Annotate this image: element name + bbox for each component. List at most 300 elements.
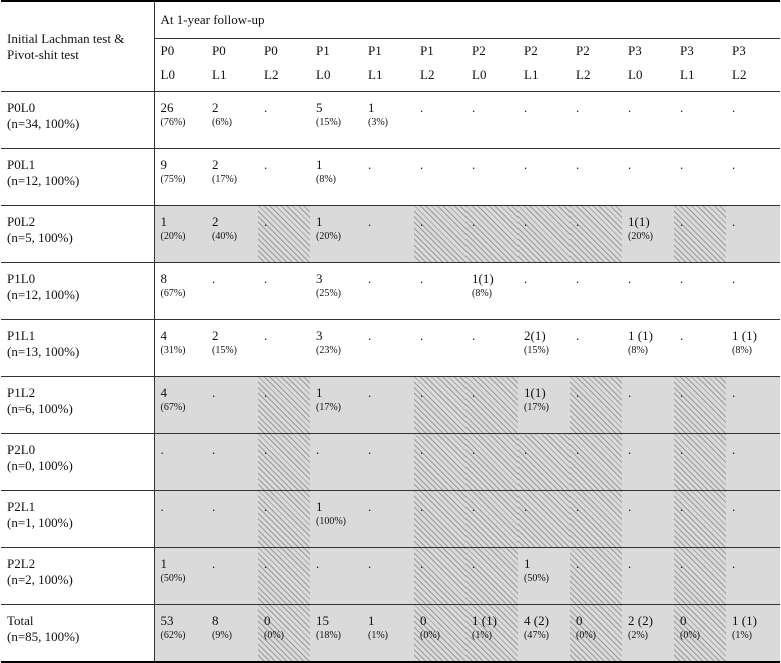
cell-count: 1 (1)	[472, 613, 497, 628]
table-cell	[518, 491, 570, 548]
cell-count: .	[160, 442, 164, 457]
cell-count: .	[264, 214, 268, 229]
cell-count: 2	[212, 157, 219, 172]
table-cell	[154, 491, 206, 548]
table-cell	[362, 491, 414, 548]
cell-count: .	[472, 499, 476, 514]
table-cell	[726, 377, 780, 434]
cell-count: .	[680, 100, 684, 115]
table-cell	[622, 434, 674, 491]
table-cell	[310, 320, 362, 377]
row-label	[1, 206, 154, 263]
row-label-n: (n=34, 100%)	[7, 116, 80, 131]
column-header-p: P1	[316, 43, 330, 58]
table-cell	[258, 434, 310, 491]
table-cell	[570, 434, 622, 491]
cell-percent: (76%)	[160, 117, 186, 128]
column-header-l: L1	[680, 67, 695, 82]
cell-count: 2	[212, 214, 219, 229]
cell-count: 1	[316, 499, 323, 514]
cell-count: .	[420, 385, 424, 400]
cell-count: 53	[160, 613, 174, 628]
table-cell	[674, 491, 726, 548]
cell-percent: (50%)	[524, 573, 549, 584]
cell-percent: (1%)	[732, 630, 752, 641]
cell-count: .	[524, 100, 528, 115]
table-cell	[310, 92, 362, 149]
column-header	[362, 39, 414, 92]
table-cell	[414, 548, 466, 605]
cell-percent: (1%)	[368, 630, 388, 641]
row-label	[1, 263, 154, 320]
column-header-l: L2	[576, 67, 591, 82]
table-cell	[310, 491, 362, 548]
table-cell	[414, 206, 466, 263]
cell-count: .	[628, 385, 632, 400]
table-cell	[414, 377, 466, 434]
table-row	[1, 92, 780, 149]
cell-count: .	[732, 499, 736, 514]
cell-count: .	[628, 499, 632, 514]
table-cell	[466, 434, 518, 491]
cell-count: .	[680, 385, 684, 400]
cell-percent: (17%)	[524, 402, 549, 413]
cell-count: .	[628, 271, 632, 286]
table-cell	[622, 149, 674, 206]
cell-count: .	[316, 556, 320, 571]
table-cell	[154, 605, 206, 663]
column-header	[570, 39, 622, 92]
column-header-p: P1	[420, 43, 434, 58]
cell-percent: (23%)	[316, 345, 341, 356]
cell-count: .	[368, 214, 372, 229]
table-cell	[310, 263, 362, 320]
table-cell	[154, 149, 206, 206]
row-label-n: (n=12, 100%)	[7, 287, 80, 302]
table-row	[1, 263, 780, 320]
cell-count: .	[264, 328, 268, 343]
cell-count: .	[160, 499, 164, 514]
row-label-name: P1L2	[7, 385, 36, 400]
column-header	[206, 39, 258, 92]
column-header-p: P3	[628, 43, 642, 58]
cell-count: .	[576, 499, 580, 514]
cell-count: .	[680, 157, 684, 172]
cell-percent: (8%)	[732, 345, 752, 356]
cell-percent: (0%)	[420, 630, 440, 641]
cell-count: .	[628, 100, 632, 115]
table-cell	[622, 548, 674, 605]
table-cell	[570, 377, 622, 434]
row-label-n: (n=2, 100%)	[7, 572, 73, 587]
cell-count: .	[420, 100, 424, 115]
table-cell	[154, 434, 206, 491]
cell-percent: (20%)	[316, 231, 341, 242]
cell-count: 2	[212, 100, 219, 115]
table-cell	[414, 434, 466, 491]
table-cell	[518, 149, 570, 206]
cell-count: 1(1)	[524, 385, 546, 400]
row-label-n: (n=12, 100%)	[7, 173, 80, 188]
row-label-n: (n=6, 100%)	[7, 401, 73, 416]
cell-percent: (31%)	[160, 345, 186, 356]
cell-count: 1	[316, 385, 323, 400]
cell-count: 1	[316, 157, 323, 172]
cell-count: .	[628, 157, 632, 172]
row-label	[1, 92, 154, 149]
cell-percent: (40%)	[212, 231, 237, 242]
cell-count: .	[368, 556, 372, 571]
table-cell	[466, 92, 518, 149]
cell-count: 1	[160, 556, 167, 571]
table-cell	[518, 263, 570, 320]
column-header	[726, 39, 780, 92]
cell-count: 1 (1)	[732, 613, 757, 628]
table-cell	[362, 320, 414, 377]
cell-count: .	[576, 385, 580, 400]
cell-count: 5	[316, 100, 323, 115]
column-header-p: P3	[680, 43, 694, 58]
column-header	[310, 39, 362, 92]
table-cell	[726, 206, 780, 263]
cell-count: 4	[160, 328, 167, 343]
column-header-l: L0	[316, 67, 331, 82]
cell-count: .	[524, 442, 528, 457]
table-cell	[726, 491, 780, 548]
table-cell	[258, 491, 310, 548]
cell-count: 0	[420, 613, 427, 628]
cell-count: 2	[212, 328, 219, 343]
cell-count: .	[420, 214, 424, 229]
row-label	[1, 377, 154, 434]
column-header-p: P1	[368, 43, 382, 58]
table-cell	[310, 377, 362, 434]
cell-percent: (15%)	[212, 345, 237, 356]
table-cell	[310, 605, 362, 663]
cell-count: .	[628, 442, 632, 457]
cell-count: .	[472, 442, 476, 457]
table-cell	[518, 92, 570, 149]
cell-count: 1	[368, 100, 375, 115]
cell-count: .	[680, 271, 684, 286]
cell-count: .	[524, 214, 528, 229]
column-header	[154, 39, 206, 92]
table-cell	[362, 92, 414, 149]
cell-count: .	[576, 442, 580, 457]
column-header-p: P3	[732, 43, 746, 58]
table-cell	[258, 263, 310, 320]
cell-count: .	[732, 556, 736, 571]
cell-count: .	[680, 442, 684, 457]
cell-percent: (8%)	[628, 345, 648, 356]
row-label-n: (n=1, 100%)	[7, 515, 73, 530]
cell-count: 9	[160, 157, 167, 172]
cell-count: .	[420, 271, 424, 286]
cell-count: .	[212, 499, 216, 514]
cell-count: 1 (1)	[732, 328, 757, 343]
cell-count: .	[472, 157, 476, 172]
table-cell	[726, 263, 780, 320]
table-cell	[154, 206, 206, 263]
table-cell	[362, 377, 414, 434]
table-cell	[466, 149, 518, 206]
row-label	[1, 149, 154, 206]
cell-count: .	[264, 157, 268, 172]
cell-count: .	[264, 499, 268, 514]
table-cell	[414, 263, 466, 320]
table-cell	[414, 605, 466, 663]
cell-count: .	[212, 385, 216, 400]
table-cell	[310, 434, 362, 491]
table-cell	[310, 149, 362, 206]
column-header	[414, 39, 466, 92]
table-body	[1, 92, 780, 663]
column-header-p: P2	[576, 43, 590, 58]
cell-percent: (20%)	[160, 231, 186, 242]
table-cell	[258, 320, 310, 377]
cell-count: 2(1)	[524, 328, 546, 343]
table-cell	[674, 320, 726, 377]
cell-count: .	[628, 556, 632, 571]
cell-percent: (17%)	[316, 402, 341, 413]
table-cell	[674, 206, 726, 263]
column-header-l: L2	[732, 67, 747, 82]
cell-count: 8	[212, 613, 219, 628]
row-label-n: (n=0, 100%)	[7, 458, 73, 473]
cell-count: 1(1)	[628, 214, 650, 229]
cell-count: .	[420, 556, 424, 571]
table-cell	[570, 605, 622, 663]
cell-count: .	[576, 157, 580, 172]
table-cell	[622, 320, 674, 377]
table-cell	[726, 320, 780, 377]
cell-count: 1	[160, 214, 167, 229]
cell-percent: (15%)	[316, 117, 341, 128]
table-cell	[258, 92, 310, 149]
row-label-name: P1L0	[7, 271, 36, 286]
cell-count: .	[212, 442, 216, 457]
row-label-n: (n=85, 100%)	[7, 629, 80, 644]
row-label-name: P0L2	[7, 214, 36, 229]
table-cell	[414, 491, 466, 548]
cell-count: .	[732, 100, 736, 115]
table-cell	[362, 206, 414, 263]
table-cell	[258, 605, 310, 663]
cell-percent: (8%)	[316, 174, 336, 185]
cell-count: .	[420, 157, 424, 172]
table-cell	[258, 149, 310, 206]
table-cell	[570, 206, 622, 263]
column-header-p: P0	[160, 43, 175, 58]
table-cell	[414, 149, 466, 206]
table-cell	[154, 377, 206, 434]
table-cell	[466, 263, 518, 320]
cell-percent: (75%)	[160, 174, 186, 185]
cell-percent: (20%)	[628, 231, 653, 242]
table-cell	[570, 320, 622, 377]
cell-percent: (18%)	[316, 630, 341, 641]
table-cell	[726, 434, 780, 491]
row-label-name: P2L0	[7, 442, 36, 457]
table-cell	[206, 320, 258, 377]
cell-count: .	[732, 271, 736, 286]
row-label	[1, 605, 154, 663]
column-header-l: L1	[524, 67, 539, 82]
cell-count: 2 (2)	[628, 613, 653, 628]
cell-count: 15	[316, 613, 329, 628]
table-cell	[674, 434, 726, 491]
column-header-l: L0	[472, 67, 487, 82]
cell-percent: (0%)	[680, 630, 700, 641]
cell-count: 0	[576, 613, 583, 628]
table-row	[1, 206, 780, 263]
table-cell	[726, 605, 780, 663]
cell-count: .	[368, 385, 372, 400]
cell-count: .	[732, 214, 736, 229]
cell-count: 3	[316, 328, 323, 343]
cell-percent: (0%)	[576, 630, 596, 641]
cell-percent: (100%)	[316, 516, 346, 527]
cell-count: 1 (1)	[628, 328, 653, 343]
cell-count: .	[732, 385, 736, 400]
table-row	[1, 149, 780, 206]
table-row	[1, 320, 780, 377]
column-header	[258, 39, 310, 92]
cell-count: .	[420, 442, 424, 457]
cell-count: .	[472, 214, 476, 229]
table-cell	[518, 605, 570, 663]
table-cell	[570, 548, 622, 605]
table-cell	[518, 320, 570, 377]
cell-count: .	[420, 499, 424, 514]
table-cell	[622, 206, 674, 263]
cell-count: .	[368, 499, 372, 514]
column-header-l: L0	[628, 67, 643, 82]
row-label-name: P1L1	[7, 328, 36, 343]
row-label-n: (n=5, 100%)	[7, 230, 73, 245]
cell-percent: (67%)	[160, 288, 186, 299]
table-cell	[362, 605, 414, 663]
cell-count: .	[576, 214, 580, 229]
table-cell	[726, 92, 780, 149]
cell-count: 1	[524, 556, 531, 571]
row-label-name: P2L2	[7, 556, 36, 571]
table-cell	[154, 263, 206, 320]
cell-count: .	[524, 271, 528, 286]
table-cell	[362, 263, 414, 320]
table-cell	[726, 149, 780, 206]
cell-count: .	[472, 100, 476, 115]
row-label-name: P2L1	[7, 499, 36, 514]
cell-count: .	[264, 442, 268, 457]
cell-percent: (0%)	[264, 630, 284, 641]
cell-percent: (15%)	[524, 345, 549, 356]
table-cell	[518, 206, 570, 263]
row-label-name: Total	[7, 613, 34, 628]
cell-count: .	[524, 499, 528, 514]
cell-percent: (2%)	[628, 630, 648, 641]
table-cell	[206, 491, 258, 548]
cell-count: .	[472, 556, 476, 571]
table-cell	[518, 548, 570, 605]
cell-count: .	[368, 328, 372, 343]
row-label	[1, 491, 154, 548]
table-cell	[518, 434, 570, 491]
row-label-name: P0L0	[7, 100, 36, 115]
cell-count: .	[524, 157, 528, 172]
table-cell	[206, 377, 258, 434]
table-cell	[570, 491, 622, 548]
cell-count: .	[680, 328, 684, 343]
column-header-p: P2	[524, 43, 538, 58]
column-header	[622, 39, 674, 92]
cell-count: 4	[160, 385, 167, 400]
table-cell	[206, 548, 258, 605]
cell-count: .	[576, 556, 580, 571]
cell-count: .	[264, 385, 268, 400]
column-header-l: L0	[160, 67, 175, 82]
row-label	[1, 434, 154, 491]
table-cell	[206, 434, 258, 491]
table-row	[1, 434, 780, 491]
table-cell	[674, 263, 726, 320]
table-cell	[726, 548, 780, 605]
table-cell	[206, 149, 258, 206]
cell-count: .	[212, 556, 216, 571]
column-header-l: L2	[420, 67, 435, 82]
table-cell	[674, 149, 726, 206]
table-cell	[362, 548, 414, 605]
table-cell	[154, 320, 206, 377]
cell-count: .	[472, 328, 476, 343]
cell-percent: (67%)	[160, 402, 186, 413]
cell-count: 4 (2)	[524, 613, 549, 628]
cell-count: 3	[316, 271, 323, 286]
table-cell	[206, 605, 258, 663]
cell-percent: (6%)	[212, 117, 232, 128]
cell-count: .	[264, 271, 268, 286]
table-row	[1, 605, 780, 663]
table-row	[1, 377, 780, 434]
cell-count: 0	[264, 613, 271, 628]
cell-count: .	[368, 157, 372, 172]
table-cell	[622, 491, 674, 548]
cell-count: .	[368, 442, 372, 457]
table-cell	[674, 605, 726, 663]
table-cell	[154, 548, 206, 605]
table-cell	[154, 92, 206, 149]
row-label	[1, 548, 154, 605]
table-cell	[570, 263, 622, 320]
column-header	[466, 39, 518, 92]
cell-count: .	[264, 556, 268, 571]
cell-count: .	[576, 328, 580, 343]
cell-count: .	[472, 385, 476, 400]
cell-count: .	[576, 100, 580, 115]
cell-percent: (1%)	[472, 630, 492, 641]
column-header	[674, 39, 726, 92]
row-label	[1, 320, 154, 377]
table-cell	[362, 149, 414, 206]
column-header-l: L1	[212, 67, 227, 82]
table-cell	[466, 605, 518, 663]
column-header	[518, 39, 570, 92]
table-cell	[414, 92, 466, 149]
row-header-title: Initial Lachman test & Pivot-shit test	[1, 1, 154, 92]
cell-count: .	[420, 328, 424, 343]
cell-count: 1(1)	[472, 271, 494, 286]
cell-percent: (62%)	[160, 630, 186, 641]
